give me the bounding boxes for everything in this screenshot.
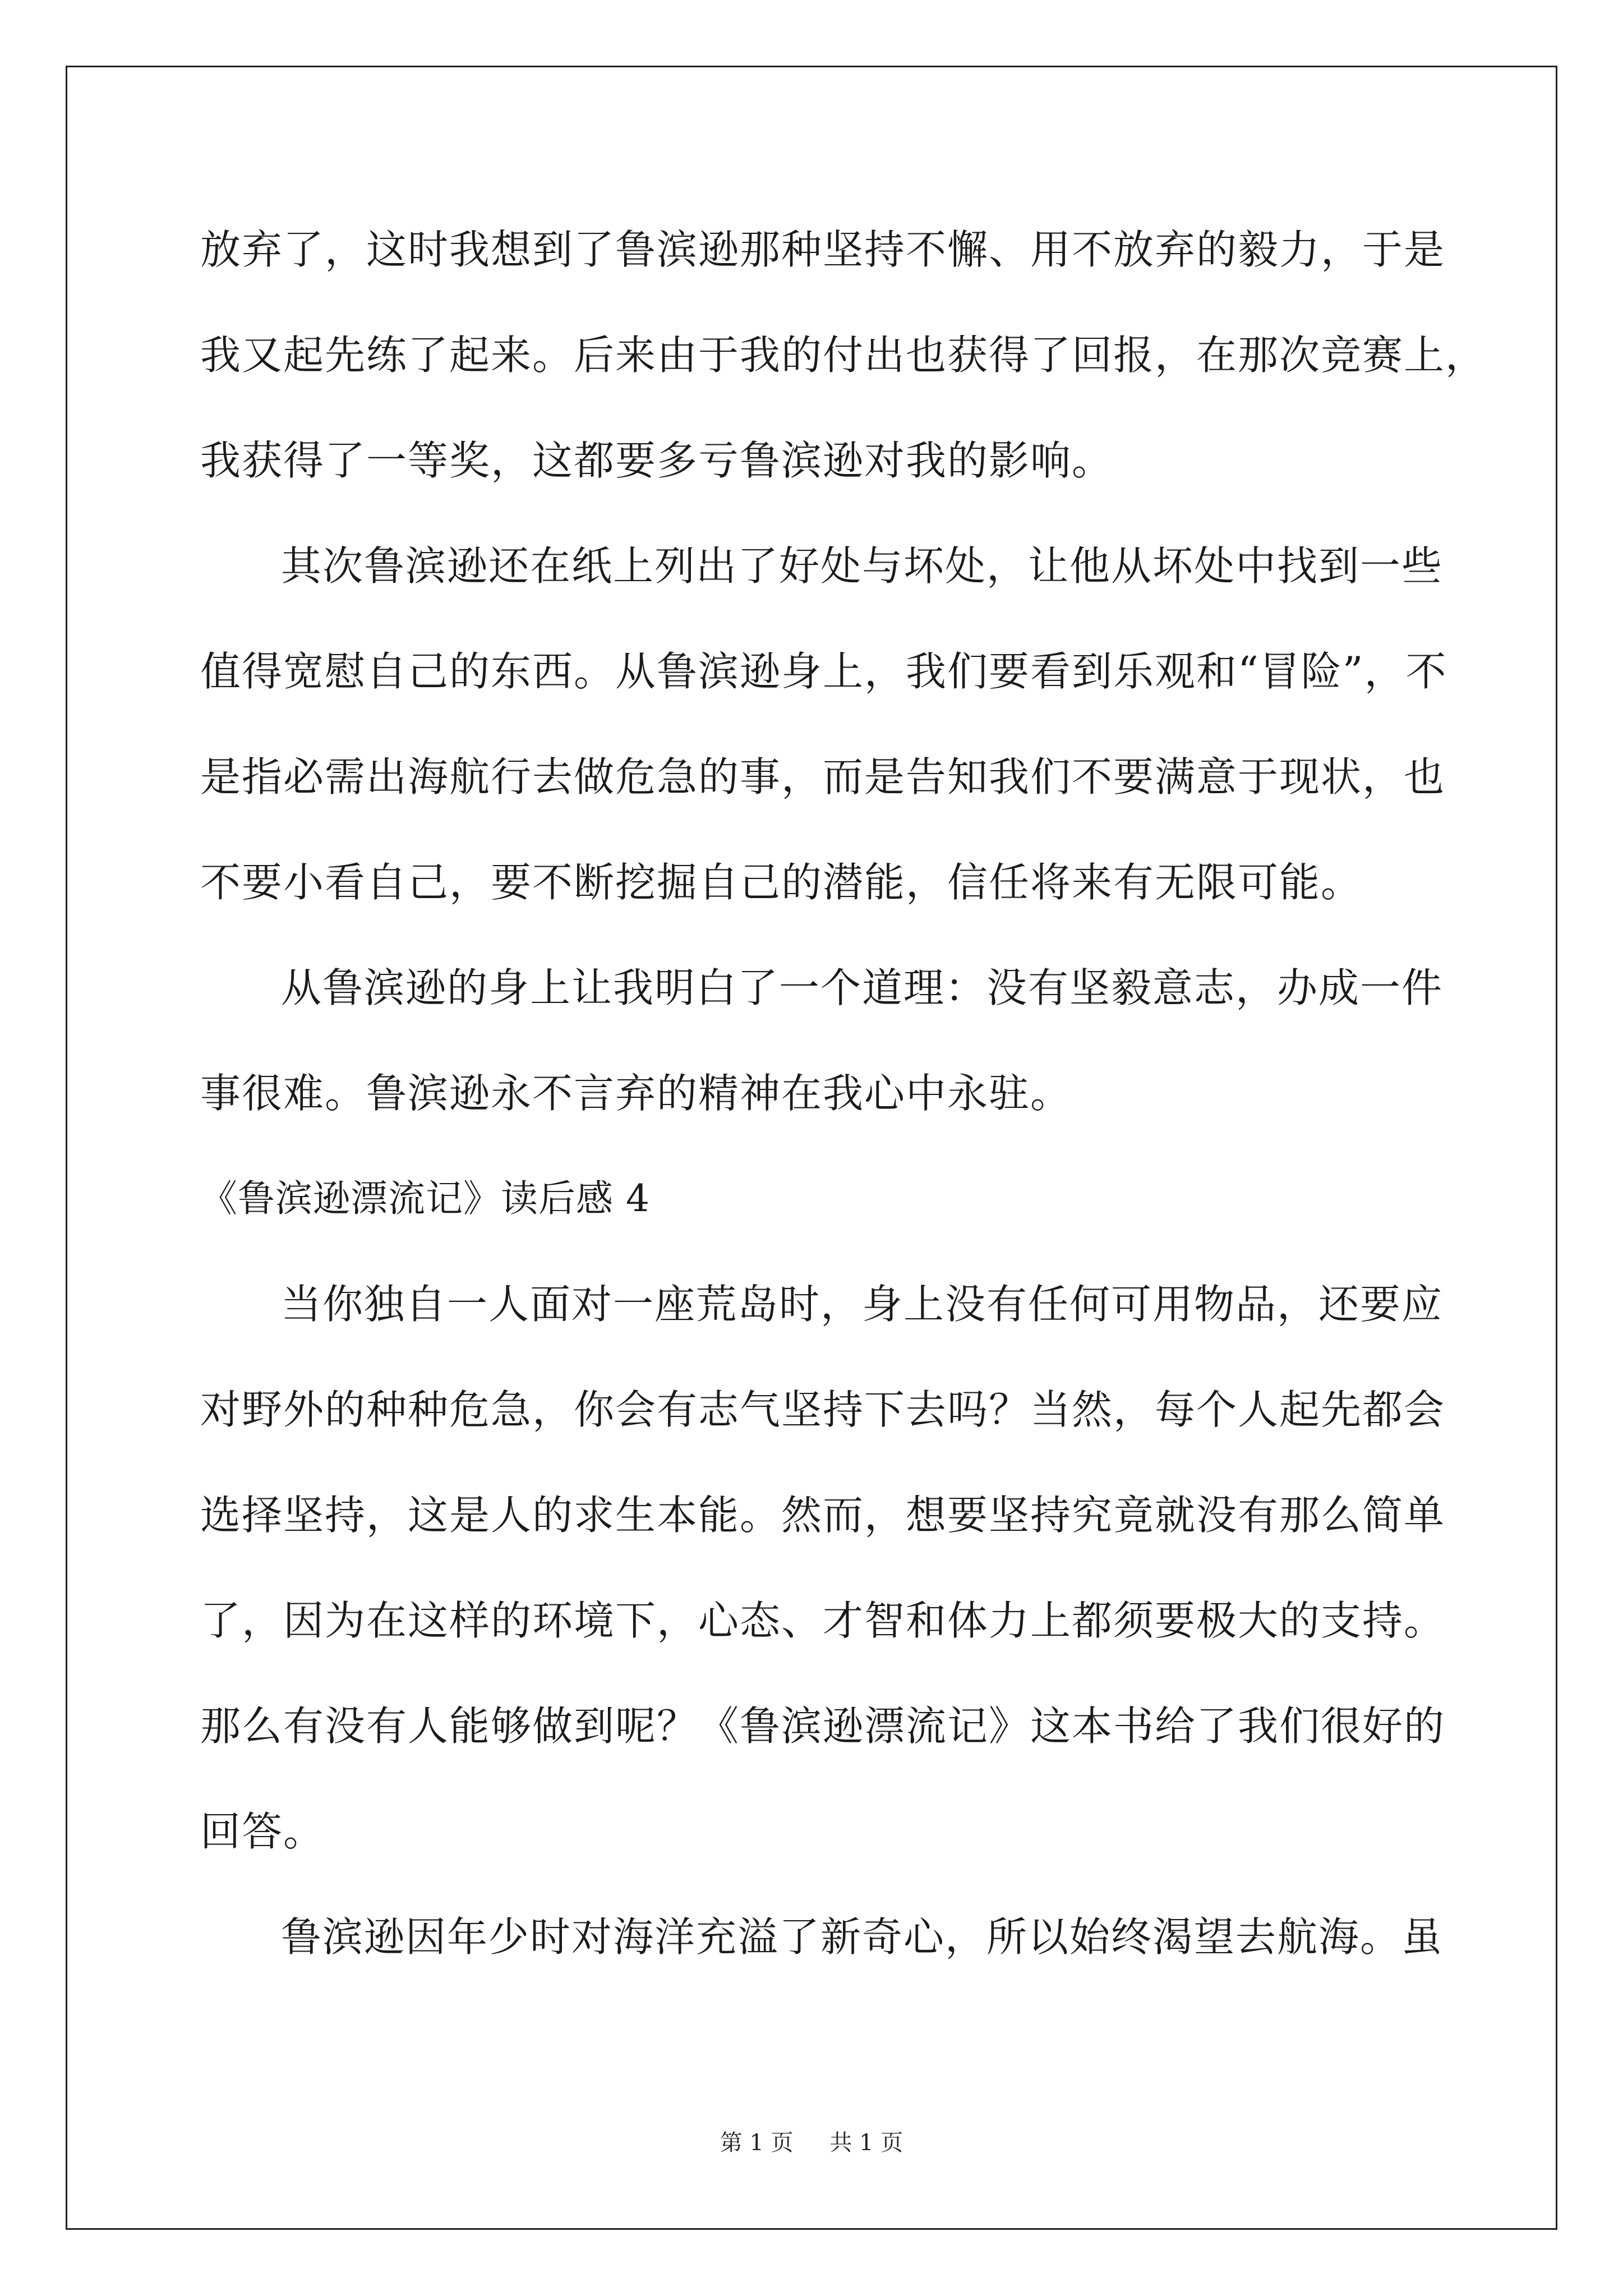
text-line: 我又起先练了起来。后来由于我的付出也获得了回报，在那次竞赛上， [200,332,1487,379]
text-line: 不要小看自己，要不断挖掘自己的潜能，信任将来有无限可能。 [200,859,1363,906]
text-line: 放弃了，这时我想到了鲁滨逊那种坚持不懈、用不放弃的毅力，于是 [200,226,1446,273]
text-line: 了，因为在这样的环境下，心态、才智和体力上都须要极大的支持。 [200,1597,1446,1644]
text-line: 我获得了一等奖，这都要多亏鲁滨逊对我的影响。 [200,437,1114,484]
page-footer [0,2126,1623,2160]
page-number: 第 1 页 [720,2130,794,2156]
text-line: 值得宽慰自己的东西。从鲁滨逊身上，我们要看到乐观和“冒险”，不 [200,648,1447,695]
paragraph-start: 从鲁滨逊的身上让我明白了一个道理：没有坚毅意志，办成一件 [281,964,1444,1011]
text-line: 那么有没有人能够做到呢？《鲁滨逊漂流记》这本书给了我们很好的 [200,1703,1446,1750]
text-line: 回答。 [200,1808,325,1855]
document-body [200,219,1487,2012]
text-line: 对野外的种种危急，你会有志气坚持下去吗？当然，每个人起先都会 [200,1386,1446,1433]
paragraph-start: 当你独自一人面对一座荒岛时，身上没有任何可用物品，还要应 [281,1281,1444,1328]
paragraph-start: 其次鲁滨逊还在纸上列出了好处与坏处，让他从坏处中找到一些 [281,542,1444,590]
text-line: 选择坚持，这是人的求生本能。然而，想要坚持究竟就没有那么简单 [200,1492,1446,1539]
text-line: 事很难。鲁滨逊永不言弃的精神在我心中永驻。 [200,1070,1072,1117]
section-heading: 《鲁滨逊漂流记》读后感 4 [200,1177,650,1220]
page-total: 共 1 页 [829,2130,903,2156]
text-line: 是指必需出海航行去做危急的事，而是告知我们不要满意于现状，也 [200,753,1446,800]
paragraph-start: 鲁滨逊因年少时对海洋充溢了新奇心，所以始终渴望去航海。虽 [281,1913,1444,1961]
